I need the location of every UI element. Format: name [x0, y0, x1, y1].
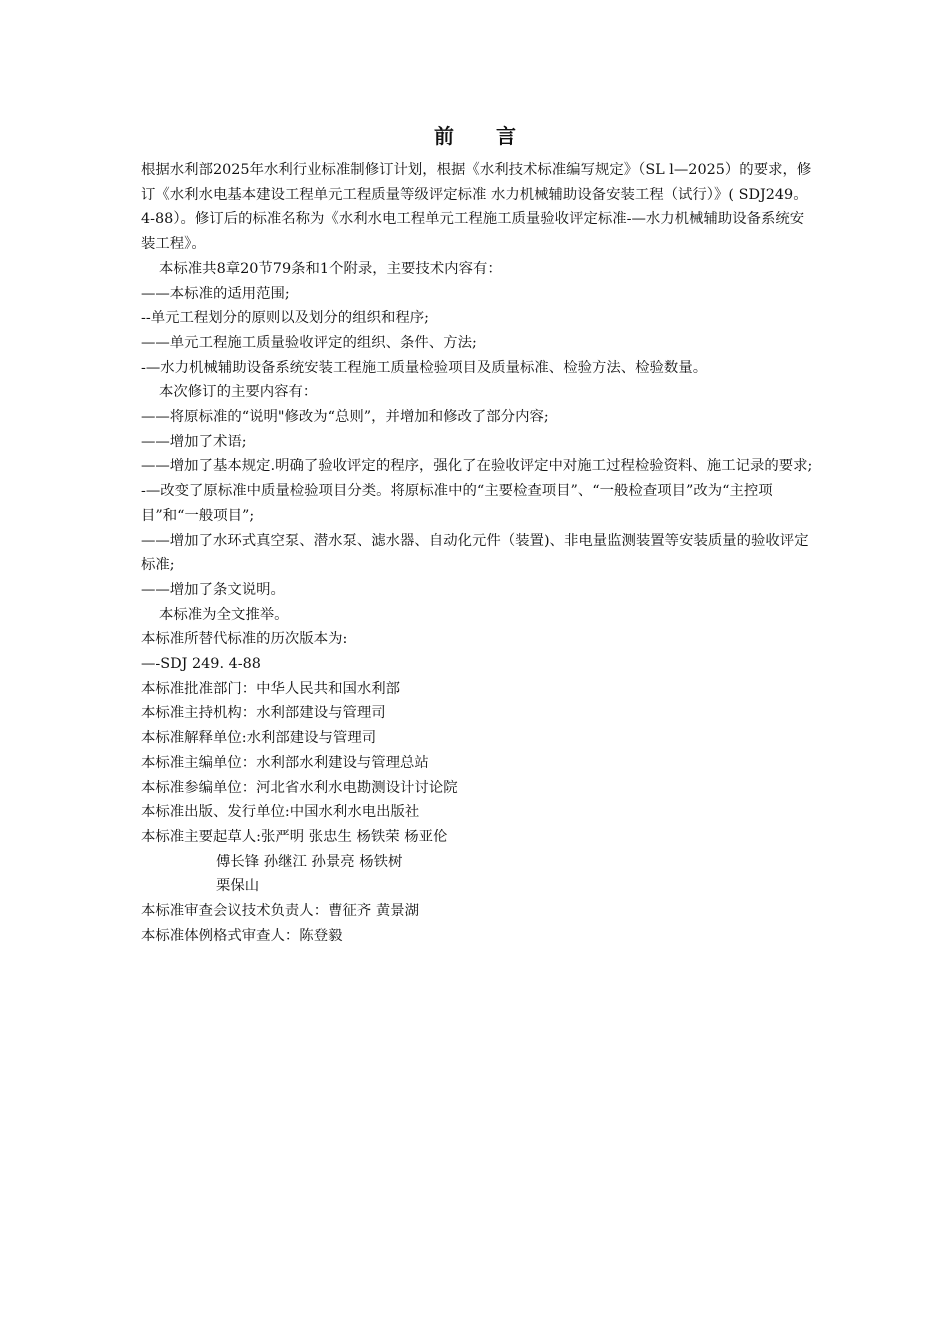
recommendation-line: 本标准为全文推举。: [159, 606, 289, 623]
list-item: ——增加了术语;: [141, 433, 247, 450]
publisher: 本标准出版、发行单位:中国水利水电出版社: [141, 804, 420, 821]
interpretation-unit: 本标准解释单位:水利部建设与管理司: [141, 730, 377, 747]
host-organization: 本标准主持机构：水利部建设与管理司: [141, 705, 386, 722]
list-item: ——增加了水环式真空泵、潜水泵、滤水器、自动化元件（装置)、非电量监测装置等安装质量的验收评定标准;: [141, 532, 809, 574]
format-reviewer: 本标准体例格式审查人：陈登毅: [141, 927, 343, 944]
list-item: ——增加了条文说明。: [141, 581, 285, 598]
replaced-versions-heading: 本标准所替代标准的历次版本为:: [141, 631, 348, 648]
page-title: 前言: [434, 124, 558, 148]
review-meeting-lead: 本标准审查会议技术负责人：曹征齐 黄景湖: [141, 903, 419, 920]
intro-paragraph: 根据水利部2025年水利行业标准制修订计划，根据《水利技术标准编写规定》（SL l—2025）的要求，修订《水利水电基本建设工程单元工程质量等级评定标准 水力机械辅助设备安装工程（试行）》( SDJ249。 4-88）。修订后的标准名称为《水利水电工程单元工程施工质量验收评定标准-—水力机械辅助设备系统安装工程》。: [141, 162, 812, 253]
list-item: ——本标准的适用范围;: [141, 285, 290, 302]
main-drafters-continued: 栗保山: [216, 878, 260, 895]
list-item: -—水力机械辅助设备系统安装工程施工质量检验项目及质量标准、检验方法、检验数量。: [141, 359, 708, 376]
list-item: ——单元工程施工质量验收评定的组织、条件、方法;: [141, 334, 477, 351]
participating-unit: 本标准参编单位：河北省水利水电勘测设计讨论院: [141, 779, 458, 796]
revision-heading: 本次修订的主要内容有：: [159, 384, 318, 401]
main-drafters: 本标准主要起草人:张严明 张忠生 杨铁荣 杨亚伦: [141, 828, 448, 845]
approval-department: 本标准批准部门：中华人民共和国水利部: [141, 680, 401, 697]
list-item: ——增加了基本规定.明确了验收评定的程序，强化了在验收评定中对施工过程检验资料、施工记录的要求;: [141, 458, 813, 475]
content-summary-heading: 本标准共8章20节79条和1个附录，主要技术内容有：: [159, 260, 502, 277]
document-body: [141, 158, 816, 949]
replaced-version-item: —-SDJ 249. 4-88: [141, 656, 261, 673]
list-item: -—改变了原标准中质量检验项目分类。将原标准中的“主要检查项目”、“一般检查项目”改为“主控项目”和“一般项目”;: [141, 483, 773, 524]
list-item: ——将原标准的“说明"修改为“总则”，并增加和修改了部分内容;: [141, 409, 549, 426]
main-drafters-continued: 傅长锋 孙继江 孙景亮 杨铁树: [216, 853, 403, 870]
chief-editor-unit: 本标准主编单位：水利部水利建设与管理总站: [141, 754, 429, 771]
list-item: --单元工程划分的原则以及划分的组织和程序;: [141, 310, 429, 327]
